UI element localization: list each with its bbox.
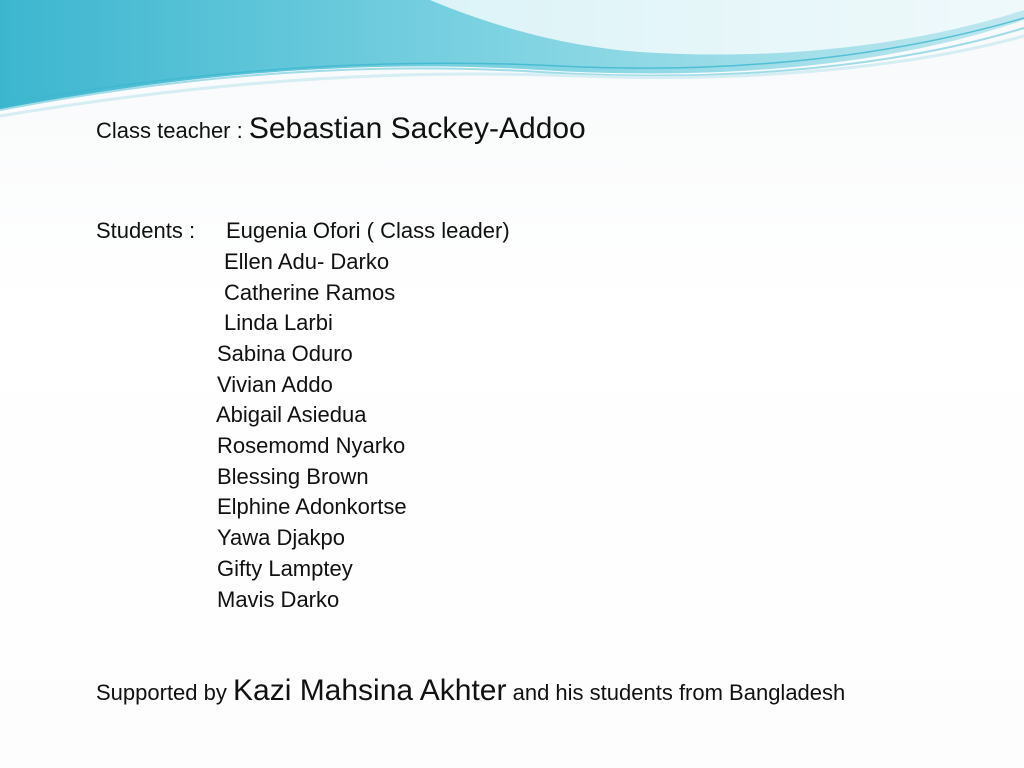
student-item: Abigail Asiedua [216, 402, 367, 427]
student-item: Yawa Djakpo [217, 525, 345, 550]
students-label: Students : [96, 218, 196, 243]
student-item: Mavis Darko [217, 587, 340, 612]
student-item: Catherine Ramos [224, 280, 396, 305]
student-item: Sabina Oduro [217, 341, 353, 366]
slide-content [96, 0, 996, 768]
class-teacher-line [96, 112, 586, 145]
student-item: Linda Larbi [224, 310, 333, 335]
student-item: Vivian Addo [217, 372, 333, 397]
support-line [96, 674, 846, 707]
supporter-name: Kazi Mahsina Akhter [233, 674, 507, 707]
students-label-line [96, 218, 195, 244]
class-teacher-label: Class teacher : [96, 118, 243, 143]
class-teacher-name: Sebastian Sackey-Addoo [248, 112, 586, 145]
student-item: Gifty Lamptey [217, 556, 353, 581]
student-item: Rosemomd Nyarko [217, 433, 406, 458]
student-item: Elphine Adonkortse [217, 494, 407, 519]
student-item: Blessing Brown [217, 464, 369, 489]
support-prefix: Supported by [96, 680, 227, 705]
support-suffix: and his students from Bangladesh [512, 680, 846, 705]
student-item: Ellen Adu- Darko [224, 249, 390, 274]
student-item: Eugenia Ofori ( Class leader) [226, 218, 510, 243]
